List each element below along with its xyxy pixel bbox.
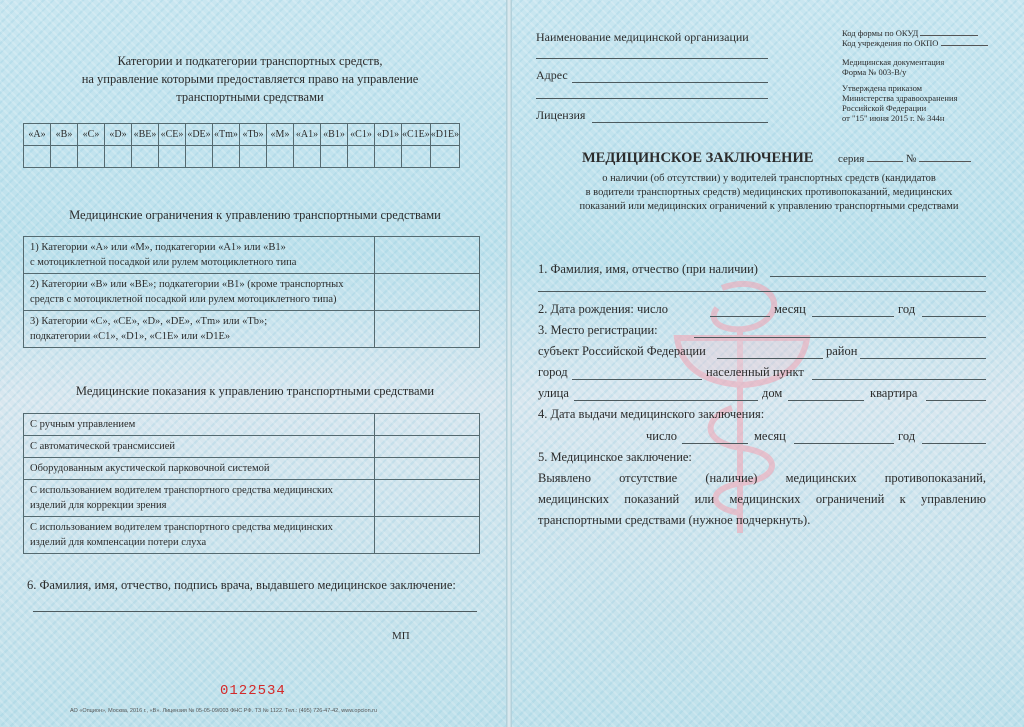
flat-label: квартира: [870, 386, 918, 400]
category-check-cell[interactable]: [321, 146, 348, 168]
category-header-cell: «B1»: [321, 124, 348, 146]
city-label: город: [538, 365, 568, 379]
category-check-cell[interactable]: [78, 146, 105, 168]
license-label: Лицензия: [536, 108, 586, 122]
birth-day-field[interactable]: [710, 316, 770, 317]
org-name-field[interactable]: [536, 58, 768, 59]
category-header-cell: «C1»: [348, 124, 375, 146]
left-page: [0, 0, 506, 727]
category-header-cell: «Tb»: [240, 124, 267, 146]
doctor-label: 6. Фамилия, имя, отчество, подпись врача, выдавшего медицинское заключение:: [27, 578, 456, 592]
street-field[interactable]: [574, 400, 758, 401]
restriction-row: [24, 237, 480, 274]
registration-label: 3. Место регистрации:: [538, 323, 658, 337]
indication-row: [24, 517, 480, 554]
district-label: район: [826, 344, 858, 358]
license-field[interactable]: [592, 122, 768, 123]
issue-month-field[interactable]: [794, 443, 894, 444]
series-label: серия №: [838, 153, 971, 165]
flat-field[interactable]: [926, 400, 986, 401]
category-header-cell: «Tm»: [213, 124, 240, 146]
form-info: Медицинская документация Форма № 003-В/у: [842, 57, 945, 77]
indication-row: [24, 436, 480, 458]
category-check-cell[interactable]: [159, 146, 186, 168]
registration-field[interactable]: [694, 337, 986, 338]
indication-row-label: С ручным управлением: [24, 414, 375, 436]
category-check-cell[interactable]: [186, 146, 213, 168]
address-label: Адрес: [536, 68, 568, 82]
street-label: улица: [538, 386, 569, 400]
indication-row-label: Оборудованным акустической парковочной системой: [24, 458, 375, 480]
category-check-cell[interactable]: [213, 146, 240, 168]
category-header-cell: «D1E»: [430, 124, 459, 146]
issue-day-field[interactable]: [682, 443, 748, 444]
category-check-cell[interactable]: [105, 146, 132, 168]
category-check-cell[interactable]: [240, 146, 267, 168]
settlement-label: населенный пункт: [706, 365, 804, 379]
address-field-2[interactable]: [536, 98, 768, 99]
category-header-cell: «A1»: [294, 124, 321, 146]
restriction-row: [24, 274, 480, 311]
indication-row-mark[interactable]: [375, 414, 480, 436]
org-name-label: Наименование медицинской организации: [536, 30, 749, 44]
document-title: МЕДИЦИНСКОЕ ЗАКЛЮЧЕНИЕ: [582, 150, 814, 166]
category-check-cell[interactable]: [294, 146, 321, 168]
birth-year-label: год: [898, 302, 916, 316]
restriction-row-label: 3) Категории «C», «CE», «D», «DE», «Tm» или «Tb»; подкатегории «C1», «D1», «C1E» или «D1E»: [24, 311, 375, 348]
category-header-cell: «DE»: [186, 124, 213, 146]
indication-row-mark[interactable]: [375, 480, 480, 517]
category-header-cell: «CE»: [159, 124, 186, 146]
right-page: [512, 0, 1024, 727]
fio-label: 1. Фамилия, имя, отчество (при наличии): [538, 262, 758, 276]
form-codes: Код формы по ОКУД Код учреждения по ОКПО: [842, 28, 988, 48]
indication-row-label: С использованием водителем транспортного средства медицинских изделий для коррекции зрения: [24, 480, 375, 517]
birth-year-field[interactable]: [922, 316, 986, 317]
issue-year-field[interactable]: [922, 443, 986, 444]
order-info: Утверждена приказом Министерства здравоохранения Российской Федерации от "15" июня 2015 г. № 344н: [842, 83, 958, 123]
indication-row-mark[interactable]: [375, 436, 480, 458]
category-header-cell: «C1E»: [402, 124, 431, 146]
category-header-cell: «D»: [105, 124, 132, 146]
category-check-cell[interactable]: [348, 146, 375, 168]
fio-field[interactable]: [770, 276, 986, 277]
issue-month-label: месяц: [754, 429, 786, 443]
indication-row-label: С использованием водителем транспортного средства медицинских изделий для компенсации потери слуха: [24, 517, 375, 554]
serial-number: 0122534: [220, 683, 286, 699]
fio-field-2[interactable]: [538, 291, 986, 292]
category-check-cell[interactable]: [24, 146, 51, 168]
subject-field[interactable]: [717, 358, 823, 359]
category-check-cell[interactable]: [402, 146, 431, 168]
category-header-cell: «M»: [267, 124, 294, 146]
restriction-row-label: 2) Категории «B» или «BE»; подкатегории «B1» (кроме транспортных средств с мотоциклетной посадкой или рулем мотоциклетного типа): [24, 274, 375, 311]
city-field[interactable]: [572, 379, 702, 380]
printer-info: АО «Опцион», Москва, 2016 г., «В». Лицензия № 05-05-09/003 ФНС РФ. ТЗ № 1122. Тел.: (495) 726-47-42, www.opcion.ru: [70, 708, 378, 714]
district-field[interactable]: [860, 358, 986, 359]
indications-table: [23, 413, 480, 554]
restriction-row-label: 1) Категории «A» или «M», подкатегории «A1» или «B1» с мотоциклетной посадкой или рулем мотоциклетного типа: [24, 237, 375, 274]
indication-row: [24, 480, 480, 517]
category-header-cell: «C»: [78, 124, 105, 146]
category-check-cell[interactable]: [267, 146, 294, 168]
doctor-signature-line[interactable]: [33, 611, 477, 612]
category-header-cell: «BE»: [132, 124, 159, 146]
issue-year-label: год: [898, 429, 916, 443]
indication-row-label: С автоматической трансмиссией: [24, 436, 375, 458]
stamp-label: МП: [392, 630, 410, 642]
category-check-cell[interactable]: [51, 146, 78, 168]
indication-row: [24, 414, 480, 436]
category-check-cell[interactable]: [132, 146, 159, 168]
restriction-row-mark[interactable]: [375, 237, 480, 274]
restriction-row-mark[interactable]: [375, 274, 480, 311]
indication-row-mark[interactable]: [375, 458, 480, 480]
restriction-row-mark[interactable]: [375, 311, 480, 348]
category-check-cell[interactable]: [375, 146, 402, 168]
issue-date-label: 4. Дата выдачи медицинского заключения:: [538, 407, 765, 421]
indications-heading: Медицинские показания к управлению транспортными средствами: [75, 384, 435, 398]
settlement-field[interactable]: [812, 379, 986, 380]
document-subtitle: о наличии (об отсутствии) у водителей транспортных средств (кандидатов в водители транспортных средств) медицинских противопоказаний, медицинских показаний или медицинских ограничений к управлению транспортными средствами: [579, 173, 959, 212]
birth-day-label: 2. Дата рождения: число: [538, 302, 669, 316]
conclusion-label: 5. Медицинское заключение:: [538, 450, 692, 464]
birth-month-field[interactable]: [812, 316, 894, 317]
indication-row-mark[interactable]: [375, 517, 480, 554]
restriction-row: [24, 311, 480, 348]
restrictions-table: [23, 236, 480, 348]
house-label: дом: [762, 386, 783, 400]
address-field[interactable]: [572, 82, 768, 83]
category-header-cell: «A»: [24, 124, 51, 146]
birth-month-label: месяц: [774, 302, 806, 316]
category-check-cell[interactable]: [430, 146, 459, 168]
restrictions-heading: Медицинские ограничения к управлению транспортными средствами: [69, 208, 441, 222]
house-field[interactable]: [788, 400, 864, 401]
categories-heading: Категории и подкатегории транспортных средств, на управление которыми предоставляется право на управление транспортными средствами: [81, 54, 419, 104]
category-header-cell: «D1»: [375, 124, 402, 146]
categories-table: [23, 123, 460, 168]
subject-label: субъект Российской Федерации: [538, 344, 706, 358]
issue-day-label: число: [646, 429, 678, 443]
indication-row: [24, 458, 480, 480]
conclusion-text: Выявлено отсутствие (наличие) медицинских противопоказаний, медицинских показаний или медицинских ограничений к управлению транспортными средствами (нужное подчеркнуть).: [538, 471, 986, 527]
category-header-cell: «B»: [51, 124, 78, 146]
